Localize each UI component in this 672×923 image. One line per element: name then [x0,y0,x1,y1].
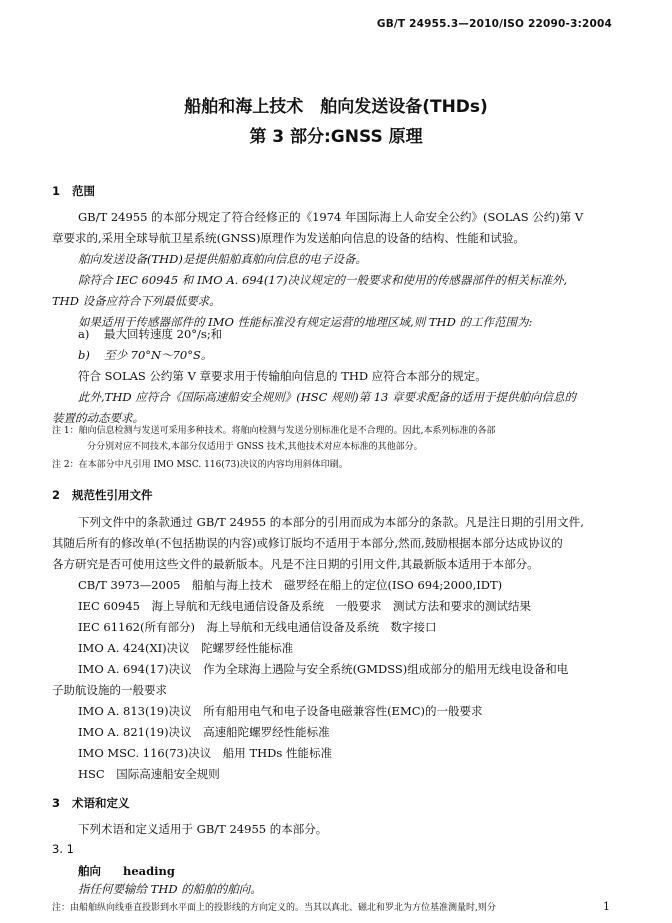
term-chinese: 舶向 [78,864,101,878]
term-note: 注：由船舶纵向线垂直投影到水平面上的投影线的方向定义的。当其以真北、磁北和罗北为方位基准测量时,则分 [52,903,496,913]
reference-item: IMO A. 813(19)决议 所有船用电气和电子设备电磁兼容性(EMC)的一般要求 [78,704,483,718]
section-number: 2 [52,488,61,502]
paragraph: GB/T 24955 的本部分规定了符合经修正的《1974 年国际海上人命安全公约》(SOLAS 公约)第 V [78,210,584,224]
paragraph-cont: 装置的动态要求。 [52,411,144,425]
section-title: 术语和定义 [72,796,130,810]
list-label: a) [78,327,90,341]
list-item-a [78,326,222,342]
section-title: 范围 [72,184,95,198]
paragraph-cont: THD 设备应符合下列最低要求。 [52,294,221,308]
page-number: 1 [603,900,610,913]
list-text: 最大回转速度 20°/s;和 [104,327,223,341]
section-1-heading [52,183,95,199]
clause-number: 3. 1 [52,842,74,856]
paragraph: 除符合 IEC 60945 和 IMO A. 694(17)决议规定的一般要求和使用的传感器部件的相关标准外, [78,273,568,287]
document-subtitle: 第 3 部分:GNSS 原理 [249,127,423,147]
note-1-cont: 分分别对应不同技术,本部分仅适用于 GNSS 技术,其他技术对应本标准的其他部分。 [87,442,423,452]
reference-item: IMO A. 821(19)决议 高速船陀螺罗经性能标准 [78,725,330,739]
section-number: 3 [52,796,61,810]
paragraph-cont: 章要求的,采用全球导航卫星系统(GNSS)原理作为发送舶向信息的设备的结构、性能和试验。 [52,231,525,245]
paragraph: 下列文件中的条款通过 GB/T 24955 的本部分的引用而成为本部分的条款。凡是注日期的引用文件, [78,515,584,529]
reference-item: IMO A. 694(17)决议 作为全球海上遇险与安全系统(GMDSS)组成部分的船用无线电设备和电 [78,662,569,676]
reference-item: IEC 61162(所有部分) 海上导航和无线电通信设备及系统 数字接口 [78,620,437,634]
standard-number-header: GB/T 24955.3—2010/ISO 22090-3:2004 [376,18,612,30]
note-2: 注 2：在本部分中凡引用 IMO MSC. 116(73)决议的内容均用斜体印刷。 [52,460,348,470]
reference-item-cont: 子助航设施的一般要求 [52,683,167,697]
reference-item: IMO A. 424(XI)决议 陀螺罗经性能标准 [78,641,294,655]
paragraph: 如果适用于传感器部件的 IMO 性能标准没有规定运营的地理区域,则 THD 的工作范围为: [78,315,533,329]
document-title: 船舶和海上技术 舶向发送设备(THDs) [184,97,488,117]
paragraph: 符合 SOLAS 公约第 V 章要求用于传输舶向信息的 THD 应符合本部分的规定。 [78,369,487,383]
reference-item: HSC 国际高速船安全规则 [78,767,220,781]
term-entry [78,863,175,879]
term-english: heading [123,864,175,878]
reference-item: CB/T 3973—2005 船舶与海上技术 磁罗经在船上的定位(ISO 694;2000,IDT) [78,578,503,592]
list-text: 至少 70°N～70°S。 [104,348,213,362]
list-item-b [78,347,212,363]
reference-item: IEC 60945 海上导航和无线电通信设备及系统 一般要求 测试方法和要求的测试结果 [78,599,531,613]
paragraph: 此外,THD 应符合《国际高速船安全规则》(HSC 规则)第 13 章要求配备的适用于提供舶向信息的 [78,390,577,404]
section-number: 1 [52,184,61,198]
list-label: b) [78,348,90,362]
section-title: 规范性引用文件 [72,488,153,502]
term-definition: 指任何要输给 THD 的船舶的舶向。 [78,882,262,896]
note-1: 注 1：舶向信息检测与发送可采用多种技术。将舶向检测与发送分别标准化是不合理的。因此,本系列标准的各部 [52,426,496,436]
section-2-heading [52,487,153,503]
paragraph-cont: 其随后所有的修改单(不包括勘误的内容)或修订版均不适用于本部分,然而,鼓励根据本部分达成协议的 [52,536,563,550]
paragraph: 下列术语和定义适用于 GB/T 24955 的本部分。 [78,822,328,836]
section-3-heading [52,795,130,811]
paragraph: 舶向发送设备(THD)是提供船舶真舶向信息的电子设备。 [78,252,367,266]
reference-item: IMO MSC. 116(73)决议 船用 THDs 性能标准 [78,746,332,760]
paragraph-cont: 各方研究是否可使用这些文件的最新版本。凡是不注日期的引用文件,其最新版本适用于本部分。 [52,557,539,571]
